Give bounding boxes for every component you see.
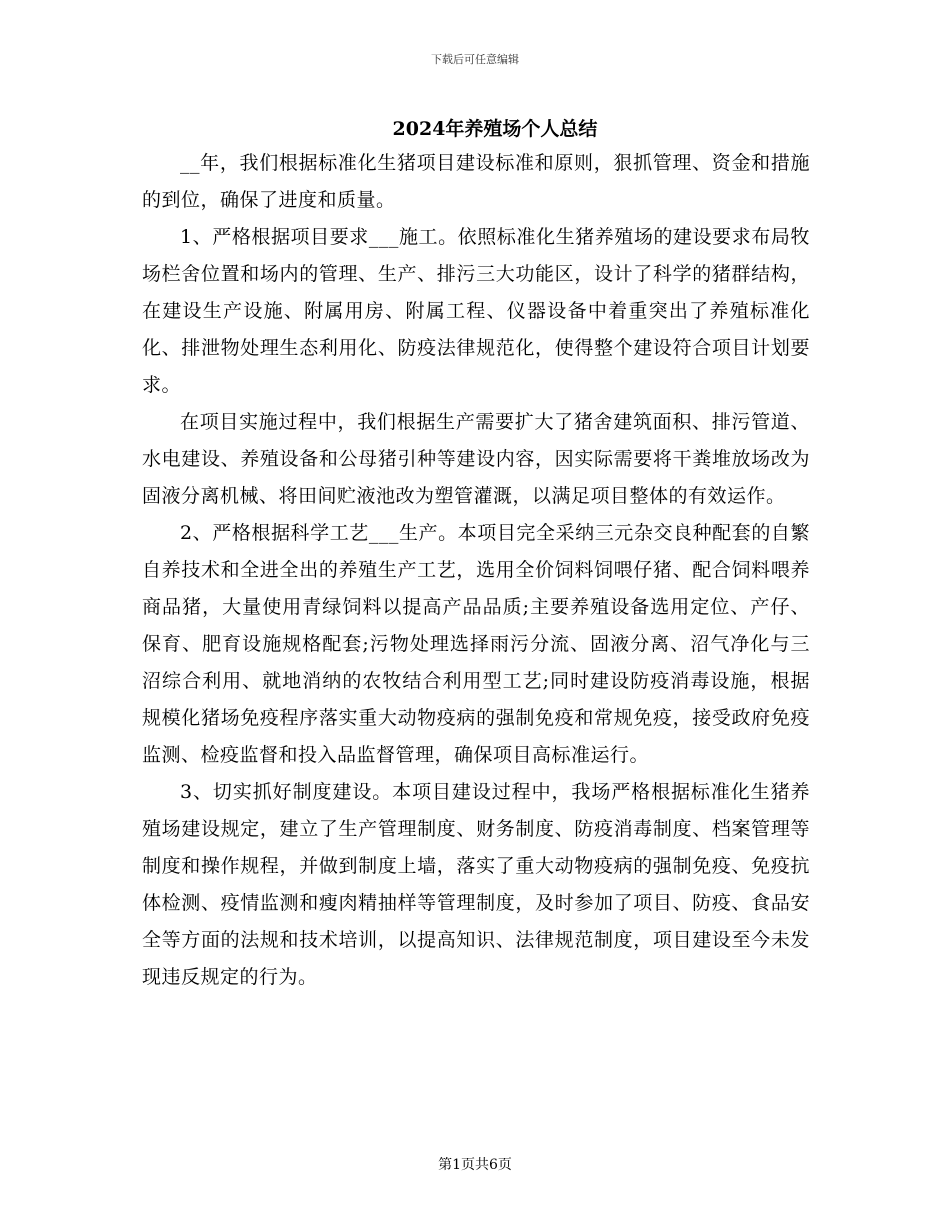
document-title: 2024年养殖场个人总结	[392, 118, 598, 140]
paragraph-intro: __年，我们根据标准化生猪项目建设标准和原则，狠抓管理、资金和措施的到位，确保了进度和质量。	[142, 152, 810, 211]
page-number: 第1页共6页	[438, 1157, 512, 1173]
document-body	[142, 145, 810, 996]
header-note: 下载后可任意编辑	[431, 53, 519, 66]
paragraph-section-3: 3、切实抓好制度建设。本项目建设过程中，我场严格根据标准化生猪养殖场建设规定，建立了生产管理制度、财务制度、防疫消毒制度、档案管理等制度和操作规程，并做到制度上墙，落实了重大动物疫病的强制免疫、免疫抗体检测、疫情监测和瘦肉精抽样等管理制度，及时参加了项目、防疫、食品安全等方面的法规和技术培训，以提高知识、法律规范制度，项目建设至今未发现违反规定的行为。	[142, 781, 810, 988]
paragraph-section-1: 1、严格根据项目要求___施工。依照标准化生猪养殖场的建设要求布局牧场栏舍位置和场内的管理、生产、排污三大功能区，设计了科学的猪群结构，在建设生产设施、附属用房、附属工程、仪器设备中着重突出了养殖标准化化、排泄物处理生态利用化、防疫法律规范化，使得整个建设符合项目计划要求。	[142, 226, 810, 396]
paragraph-section-2: 2、严格根据科学工艺___生产。本项目完全采纳三元杂交良种配套的自繁自养技术和全进全出的养殖生产工艺，选用全价饲料饲喂仔猪、配合饲料喂养商品猪，大量使用青绿饲料以提高产品品质;主要养殖设备选用定位、产仔、保育、肥育设施规格配套;污物处理选择雨污分流、固液分离、沼气净化与三沼综合利用、就地消纳的农牧结合利用型工艺;同时建设防疫消毒设施，根据规模化猪场免疫程序落实重大动物疫病的强制免疫和常规免疫，接受政府免疫监测、检疫监督和投入品监督管理，确保项目高标准运行。	[142, 522, 810, 766]
paragraph-implementation: 在项目实施过程中，我们根据生产需要扩大了猪舍建筑面积、排污管道、水电建设、养殖设备和公母猪引种等建设内容，因实际需要将干粪堆放场改为固液分离机械、将田间贮液池改为塑管灌溉，以满足项目整体的有效运作。	[142, 411, 810, 507]
